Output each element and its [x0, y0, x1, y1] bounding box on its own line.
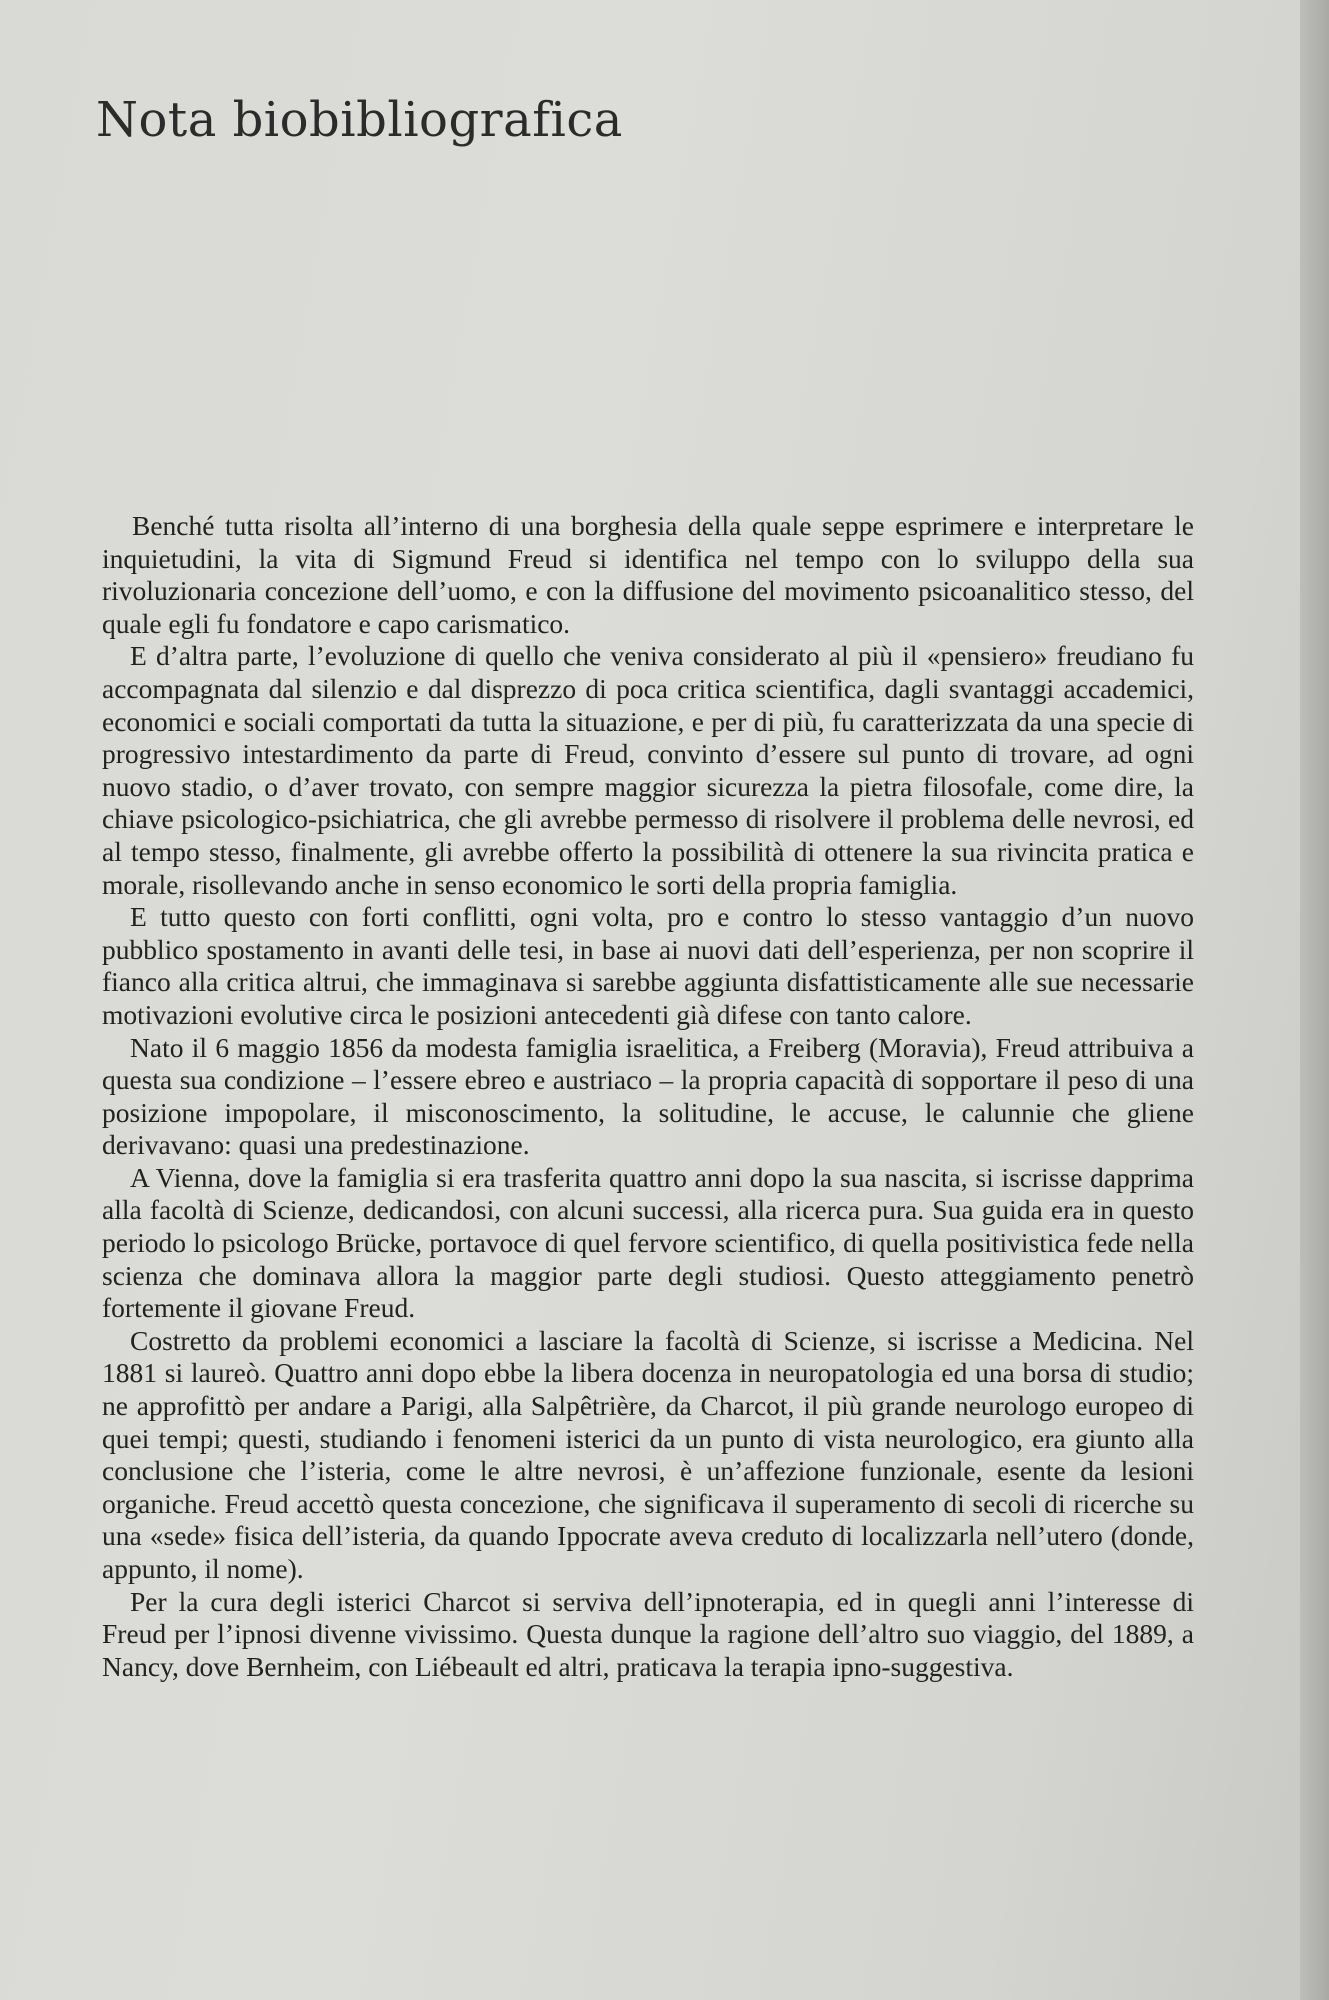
body-text [102, 510, 1194, 1683]
paragraph: Costretto da problemi economici a lasciare la facoltà di Scienze, si iscrisse a Medicina. Nel 1881 si laureò. Quattro anni dopo ebbe la libera docenza in neuropatologia ed una borsa di studio; ne approfittò per andare a Parigi, alla Salpêtrière, da Charcot, il più grande neurologo europeo di quei tempi; questi, studiando i fenomeni isterici da un punto di vista neurologico, era giunto alla conclusione che l’isteria, come le altre nevrosi, è un’affezione funzionale, esente da lesioni organiche. Freud accettò questa concezione, che significava il superamento di secoli di ricerche su una «sede» fisica dell’isteria, da quando Ippocrate aveva creduto di localizzarla nell’utero (donde, appunto, il nome). [102, 1324, 1194, 1584]
page-title: Nota biobibliografica [96, 92, 623, 148]
paragraph: E tutto questo con forti conflitti, ogni volta, pro e contro lo stesso vantaggio d’un nuovo pubblico spostamento in avanti delle tesi, in base ai nuovi dati dell’esperienza, per non scoprire il fianco alla critica altrui, che immaginava si sarebbe aggiunta disfattisticamente alle sue necessarie motivazioni evolutive circa le posizioni antecedenti già difese con tanto calore. [102, 901, 1194, 1030]
paragraph: Nato il 6 maggio 1856 da modesta famiglia israelitica, a Freiberg (Moravia), Freud attribuiva a questa sua condizione – l’essere ebreo e austriaco – la propria capacità di sopportare il peso di una posizione impopolare, il misconoscimento, la solitudine, le accuse, le calunnie che gliene derivavano: quasi una predestinazione. [102, 1031, 1194, 1161]
paragraph: A Vienna, dove la famiglia si era trasferita quattro anni dopo la sua nascita, si iscrisse dapprima alla facoltà di Scienze, dedicandosi, con alcuni successi, alla ricerca pura. Sua guida era in questo periodo lo psicologo Brücke, portavoce di quel fervore scientifico, di quella positivistica fede nella scienza che dominava allora la maggior parte degli studiosi. Questo atteggiamento penetrò fortemente il giovane Freud. [102, 1161, 1194, 1324]
paragraph: Per la cura degli isterici Charcot si serviva dell’ipnoterapia, ed in quegli anni l’interesse di Freud per l’ipnosi divenne vivissimo. Questa dunque la ragione dell’altro suo viaggio, del 1889, a Nancy, dove Bernheim, con Liébeault ed altri, praticava la terapia ipno-suggestiva. [102, 1585, 1194, 1682]
paragraph: E d’altra parte, l’evoluzione di quello che veniva considerato al più il «pensiero» freudiano fu accompagnata dal silenzio e dal disprezzo di poca critica scientifica, dagli svantaggi accademici, economici e sociali comportati da tutta la situazione, e per di più, fu caratterizzata da una specie di progressivo intestardimento da parte di Freud, convinto d’essere sul punto di trovare, ad ogni nuovo stadio, o d’aver trovato, con sempre maggior sicurezza la pietra filosofale, come dire, la chiave psicologico-psichiatrica, che gli avrebbe permesso di risolvere il problema delle nevrosi, ed al tempo stesso, finalmente, gli avrebbe offerto la possibilità di ottenere la sua rivincita pratica e morale, risollevando anche in senso economico le sorti della propria famiglia. [102, 640, 1194, 900]
paragraph: Benché tutta risolta all’interno di una borghesia della quale seppe esprimere e interpretare le inquietudini, la vita di Sigmund Freud si identifica nel tempo con lo sviluppo della sua rivoluzionaria concezione dell’uomo, e con la diffusione del movimento psicoanalitico stesso, del quale egli fu fondatore e capo carismatico. [102, 510, 1194, 639]
page-edge [1300, 0, 1329, 2000]
